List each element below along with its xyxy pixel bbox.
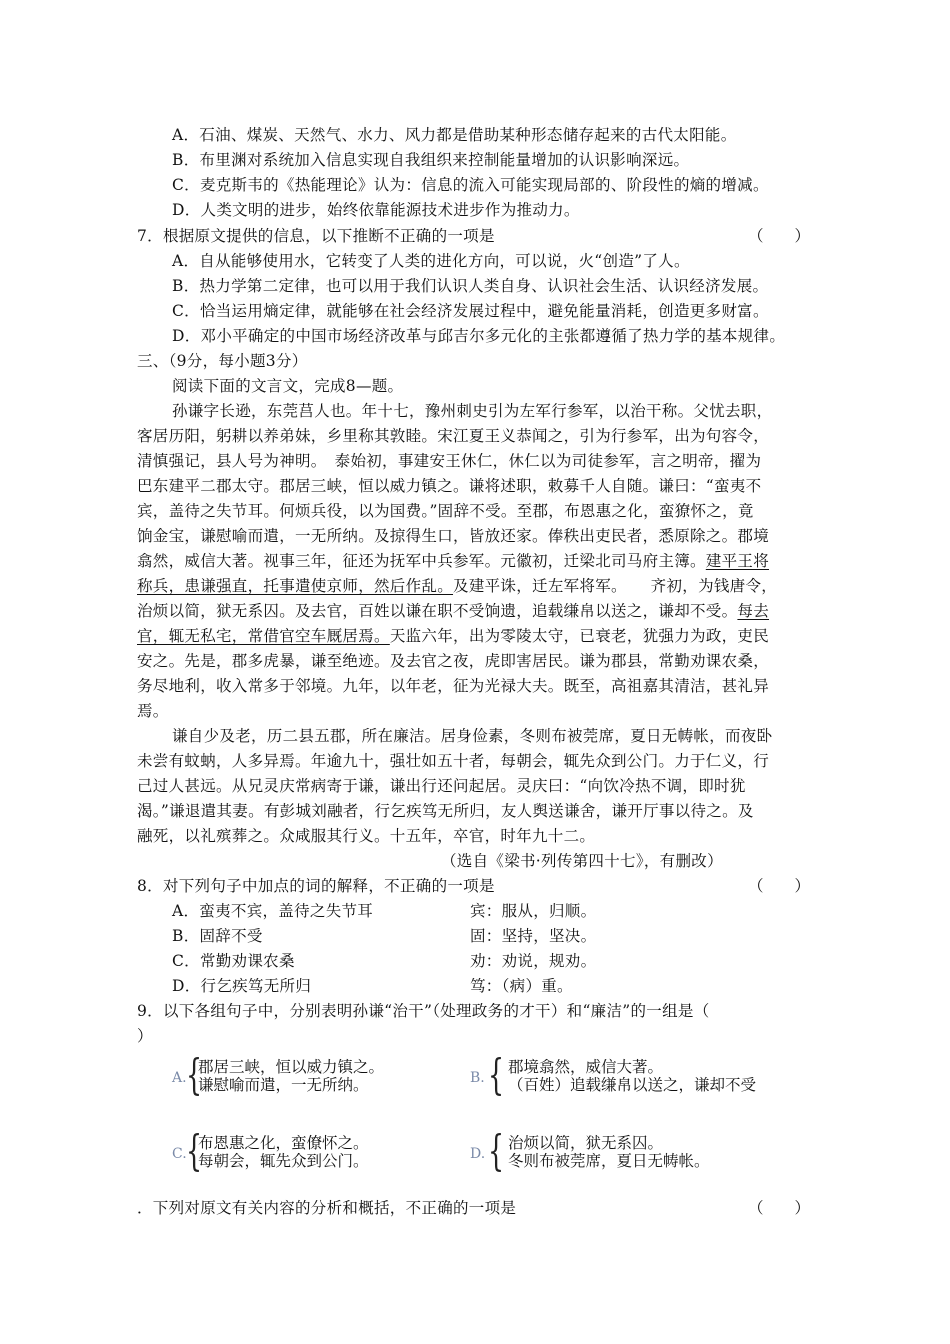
passage-line [137, 575, 777, 597]
passage-line: 巴东建平二郡太守。郡居三峡，恒以威力镇之。谦将述职，敕募千人自随。谦曰：“蛮夷不 [137, 477, 762, 495]
section-instruction: 阅读下面的文言文，完成8—题。 [172, 377, 404, 395]
passage-line: 渴。”谦退遣其妻。有彭城刘融者，行乞疾笃无所归，友人舆送谦舍，谦开厅事以待之。及 [137, 802, 754, 820]
q9-group-line: 谦慰喻而遣，一无所纳。 [198, 1076, 369, 1094]
q9-group-line: 郡居三峡，恒以威力镇之。 [198, 1058, 385, 1076]
q8-option-a: A．蛮夷不宾，盖待之失节耳 [172, 902, 374, 920]
passage-text: 治烦以简，狱无系囚。及去官，百姓以谦在职不受饷遗，追载缣帛以送之，谦却不受。 [137, 602, 738, 620]
q7-option-d: D．邓小平确定的中国市场经济改革与邱吉尔多元化的主张都遵循了热力学的基本规律。 [172, 327, 786, 345]
passage-line [137, 600, 769, 622]
passage-line: 务尽地利，收入常多于邻境。九年，以年老，征为光禄大夫。既至，高祖嘉其清洁，甚礼异 [137, 677, 770, 695]
q8-option-b: B．固辞不受 [172, 927, 263, 945]
q8-option-c: C．常勤劝课农桑 [172, 952, 295, 970]
q9-group-line: 冬则布被莞席，夏日无帱帐。 [508, 1152, 710, 1170]
q9-group-d [470, 1126, 810, 1184]
q10-stem: ．下列对原文有关内容的分析和概括，不正确的一项是 [137, 1199, 517, 1217]
q9-group-label: D. [470, 1146, 486, 1162]
passage-line: 孙谦字长逊，东莞莒人也。年十七，豫州刺史引为左军行参军，以治干称。父忧去职， [172, 402, 773, 420]
q6-option-d: D．人类文明的进步，始终依靠能源技术进步作为推动力。 [172, 201, 580, 219]
q9-group-line: 布恩惠之化，蛮僚怀之。 [198, 1134, 369, 1152]
brace-icon: { [488, 1126, 505, 1175]
q8-gloss-d: 笃：（病）重。 [470, 977, 573, 995]
q8-answer-blank: （ ） [748, 877, 811, 895]
q8-gloss-a: 宾：服从，归顺。 [470, 902, 597, 920]
q8-gloss-b: 固：坚持，坚决。 [470, 927, 597, 945]
underlined-sentence: 每去 [737, 602, 770, 620]
underlined-sentence: 建平王将 [705, 552, 770, 570]
q7-option-a: A．自从能够使用水，它转变了人类的进化方向，可以说，火“创造”了人。 [172, 252, 690, 270]
passage-line: 客居历阳，躬耕以养弟妹，乡里称其敦睦。宋江夏王义恭闻之，引为行参军，出为句容令， [137, 427, 770, 445]
q8-option-d: D．行乞疾笃无所归 [172, 977, 312, 995]
passage-line: 谦自少及老，历二县五郡，所在廉洁。居身俭素，冬则布被莞席，夏日无帱帐，而夜卧 [172, 727, 773, 745]
q9-group-label: C. [172, 1146, 187, 1162]
section-heading: 三、（9分，每小题3分） [137, 352, 308, 370]
q9-group-line: （百姓）追载缣帛以送之，谦却不受 [508, 1076, 757, 1094]
q9-group-c [172, 1126, 452, 1184]
q9-group-b [470, 1050, 810, 1108]
q9-group-line: 每朝会，辄先众到公门。 [198, 1152, 369, 1170]
underlined-sentence: 称兵，患谦强直，托事遣使京师，然后作乱。 [137, 577, 454, 595]
q7-option-c: C．恰当运用熵定律，就能够在社会经济发展过程中，避免能量消耗，创造更多财富。 [172, 302, 769, 320]
q9-group-a [172, 1050, 452, 1108]
q8-gloss-c: 劝：劝说，规劝。 [470, 952, 597, 970]
q10-answer-blank: （ ） [748, 1199, 811, 1217]
q9-group-line: 郡境翕然，威信大著。 [508, 1058, 664, 1076]
q9-group-line: 治烦以简，狱无系囚。 [508, 1134, 664, 1152]
q9-stem-close: ） [137, 1027, 153, 1045]
q6-option-a: A．石油、煤炭、天然气、水力、风力都是借助某种形态储存起来的古代太阳能。 [172, 126, 737, 144]
passage-line: 未尝有蚊蚋，人多异焉。年逾九十，强壮如五十者，每朝会，辄先众到公门。力于仁义，行 [137, 752, 770, 770]
q7-answer-blank: （ ） [748, 227, 811, 245]
passage-line: 清慎强记，县人号为神明。 泰始初，事建安王休仁，休仁以为司徒参军，言之明帝，擢为 [137, 452, 762, 470]
brace-icon: { [488, 1050, 505, 1099]
passage-source: （选自《梁书·列传第四十七》，有删改） [441, 852, 723, 870]
q9-group-label: B. [470, 1070, 485, 1086]
q8-stem: 8．对下列句子中加点的词的解释，不正确的一项是 [137, 877, 495, 895]
q6-option-c: C．麦克斯韦的《热能理论》认为：信息的流入可能实现局部的、阶段性的熵的增减。 [172, 176, 769, 194]
passage-line: 己过人甚远。从兄灵庆常病寄于谦，谦出行还问起居。灵庆曰：“向饮冷热不调，即时犹 [137, 777, 746, 795]
passage-line [137, 550, 769, 572]
brace-icon: { [186, 1050, 203, 1099]
passage-text: 天监六年，出为零陵太守，已衰老，犹强力为政，吏民 [389, 627, 770, 645]
passage-line [137, 625, 769, 647]
q9-stem: 9．以下各组句子中，分别表明孙谦“治干”（处理政务的才干）和“廉洁”的一组是（ [137, 1002, 710, 1020]
underlined-sentence: 官，辄无私宅，常借官空车厩居焉。 [137, 627, 390, 645]
passage-line: 焉。 [137, 702, 169, 720]
passage-line: 安之。先是，郡多虎暴，谦至绝迹。及去官之夜，虎即害居民。谦为郡县，常勤劝课农桑， [137, 652, 770, 670]
passage-line: 饷金宝，谦慰喻而遣，一无所纳。及掠得生口，皆放还家。俸秩出吏民者，悉原除之。郡境 [137, 527, 770, 545]
brace-icon: { [186, 1126, 203, 1175]
passage-line: 宾，盖待之失节耳。何烦兵役，以为国费。”固辞不受。至郡，布恩惠之化，蛮獠怀之，竟 [137, 502, 754, 520]
q7-option-b: B．热力学第二定律，也可以用于我们认识人类自身、认识社会生活、认识经济发展。 [172, 277, 769, 295]
passage-text: 及建平诛，迁左军将军。 齐初，为钱唐令， [453, 577, 778, 595]
q9-group-label: A. [172, 1070, 187, 1086]
passage-text: 翕然，威信大著。视事三年，征还为抚军中兵参军。元徽初，迁梁北司马府主簿。 [137, 552, 706, 570]
q7-stem: 7．根据原文提供的信息，以下推断不正确的一项是 [137, 227, 495, 245]
q6-option-b: B．布里渊对系统加入信息实现自我组织来控制能量增加的认识影响深远。 [172, 151, 690, 169]
passage-line: 融死，以礼殡葬之。众咸服其行义。十五年，卒官，时年九十二。 [137, 827, 596, 845]
